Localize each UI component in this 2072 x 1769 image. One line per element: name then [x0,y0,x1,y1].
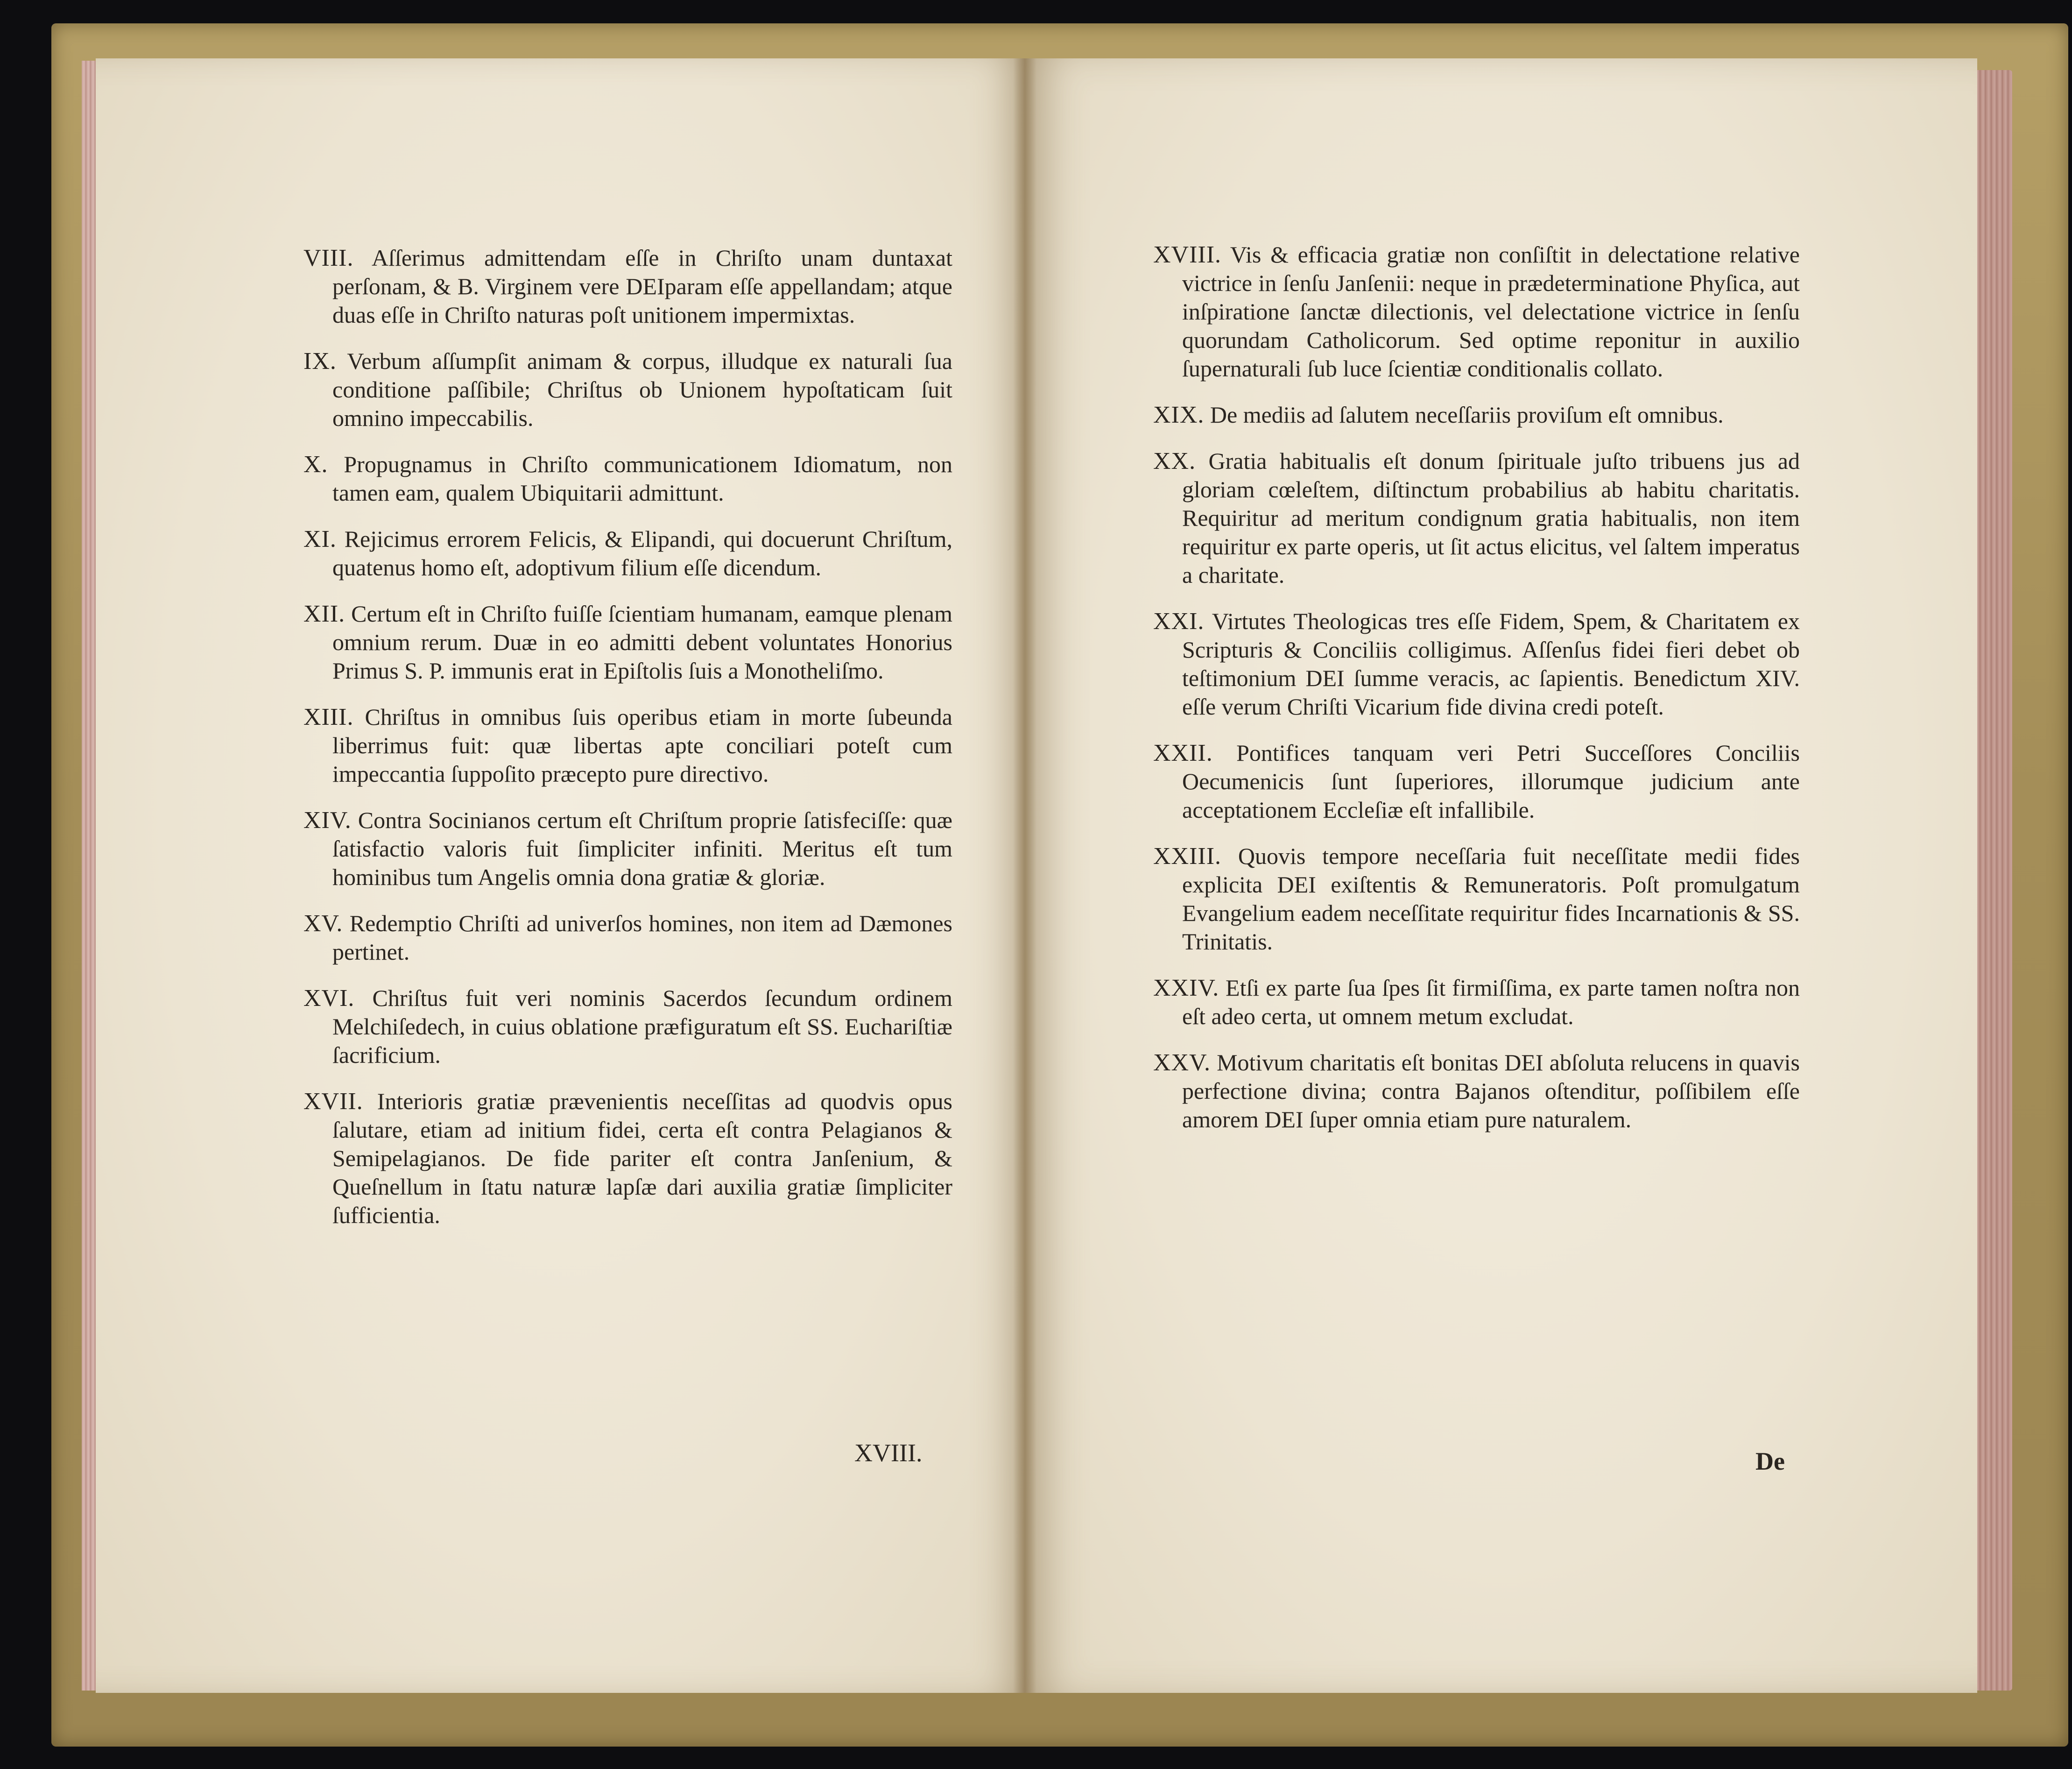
thesis-number: XXIII. [1153,843,1222,870]
thesis-number: XXII. [1153,740,1213,766]
thesis-number: XIV. [303,807,352,834]
thesis-text: Interioris gratiæ prævenientis neceſſitas ad quodvis opus ſalutare, etiam ad initium fidei, certa eſt contra Pelagianos & Semipelagianos. De fide pariter eſt contra Janſenium, & Queſnellum in ſtatu naturæ lapſæ dari auxilia gratiæ ſimpliciter ſufficientia. [332,1088,952,1228]
thesis-text: Gratia habitualis eſt donum ſpirituale juſto tribuens jus ad gloriam cœleſtem, diſtinctum probabilius ab habitu charitatis. Requiritur ad meritum condignum gratia habitualis, non item requiritur ex parte operis, ut ſit actus elicitus, vel ſaltem imperatus a charitate. [1182,448,1800,588]
left-page-text [303,244,952,1247]
thesis-number: XXIV. [1153,975,1219,1001]
thesis-text: De mediis ad ſalutem neceſſariis proviſum eſt omnibus. [1210,402,1724,428]
thesis-x [303,450,952,507]
thesis-xx [1153,447,1800,589]
thesis-text: Propugnamus in Chriſto communicationem Idiomatum, non tamen eam, qualem Ubiquitarii admittunt. [332,451,952,506]
thesis-text: Vis & efficacia gratiæ non conſiſtit in delectatione relative victrice in ſenſu Janſenii: neque in prædeterminatione Phyſica, aut inſpiratione ſanctæ dilectionis, vel delectatione victrice in ſenſu quorundam Catholicorum. Sed optime reponitur in auxilio ſupernaturali ſub luce ſcientiæ conditionalis collato. [1182,241,1800,382]
thesis-xii [303,600,952,685]
thesis-text: Contra Socinianos certum eſt Chriſtum proprie ſatisfeciſſe: quæ ſatisfactio valoris fuit ſimpliciter infiniti. Meritus eſt tum hominibus tum Angelis omnia dona gratiæ & gloriæ. [332,807,953,890]
right-page-text [1153,241,1800,1152]
thesis-number: XVI. [303,985,355,1012]
thesis-xxiv [1153,974,1800,1031]
thesis-text: Certum eſt in Chriſto fuiſſe ſcientiam humanam, eamque plenam omnium rerum. Duæ in eo admitti debent voluntates Honorius Primus S. P. immunis erat in Epiſtolis ſuis a Monotheliſmo. [332,601,952,684]
thesis-text: Chriſtus in omnibus ſuis operibus etiam in morte ſubeunda liberrimus fuit: quæ libertas apte conciliari poteſt cum impeccantia ſuppoſito præcepto pure directivo. [332,704,952,787]
thesis-number: XV. [303,910,343,937]
thesis-xix [1153,401,1800,429]
thesis-ix [303,347,952,432]
thesis-xv [303,909,952,966]
catchword-left: XVIII. [854,1439,923,1467]
catchword-right: De [1755,1447,1785,1475]
thesis-number: XII. [303,601,345,627]
thesis-xi [303,525,952,582]
thesis-number: X. [303,451,328,478]
thesis-xviii [1153,241,1800,383]
thesis-number: XXI. [1153,608,1205,635]
thesis-number: XVII. [303,1088,363,1115]
thesis-text: Verbum aſſumpſit animam & corpus, illudque ex naturali ſua conditione paſſibile; Chriſtus ob Unionem hypoſtaticam ſuit omnino impeccabilis. [332,348,952,431]
thesis-text: Virtutes Theologicas tres eſſe Fidem, Spem, & Charitatem ex Scripturis & Conciliis colligimus. Aſſenſus fidei fieri debet ob teſtimonium DEI ſumme veracis, ac ſapientis. Benedictum XIV. eſſe verum Chriſti Vicarium fide divina credi poteſt. [1182,608,1800,720]
thesis-xiii [303,703,952,788]
thesis-text: Etſi ex parte ſua ſpes ſit firmiſſima, ex parte tamen noſtra non eſt adeo certa, ut omnem metum excludat. [1182,975,1800,1029]
thesis-text: Chriſtus fuit veri nominis Sacerdos ſecundum ordinem Melchiſedech, in cuius oblatione præfiguratum eſt SS. Euchariſtiæ ſacrificium. [332,985,952,1068]
thesis-number: XIX. [1153,402,1205,428]
thesis-xvii [303,1087,952,1230]
thesis-xxv [1153,1048,1800,1134]
thesis-xxiii [1153,842,1800,956]
thesis-xvi [303,984,952,1069]
thesis-number: XVIII. [1153,241,1222,268]
thesis-number: IX. [303,348,337,375]
thesis-xxii [1153,739,1800,824]
thesis-number: XXV. [1153,1049,1211,1076]
thesis-viii [303,244,952,329]
thesis-text: Rejicimus errorem Felicis, & Elipandi, qui docuerunt Chriſtum, quatenus homo eſt, adoptivum filium eſſe dicendum. [332,526,952,580]
thesis-xxi [1153,607,1800,721]
thesis-text: Redemptio Chriſti ad univerſos homines, non item ad Dæmones pertinet. [332,910,952,965]
thesis-text: Quovis tempore neceſſaria fuit neceſſitate medii fides explicita DEI exiſtentis & Remuneratoris. Poſt promulgatum Evangelium eadem neceſſitate requiritur fides Incarnationis & SS. Trinitatis. [1182,843,1800,955]
thesis-number: XIII. [303,704,354,730]
thesis-xiv [303,806,952,892]
book-gutter [1013,58,1036,1693]
page-edges-right [1975,70,2012,1691]
thesis-text: Aſſerimus admittendam eſſe in Chriſto unam duntaxat perſonam, & B. Virginem vere DEIparam eſſe appellandam; atque duas eſſe in Chriſto naturas poſt unitionem impermixtas. [332,245,952,328]
thesis-number: VIII. [303,245,354,271]
thesis-number: XX. [1153,448,1196,474]
thesis-text: Pontifices tanquam veri Petri Succeſſores Conciliis Oecumenicis ſunt ſuperiores, illorumque judicium ante acceptationem Eccleſiæ eſt infallibile. [1182,740,1800,823]
thesis-text: Motivum charitatis eſt bonitas DEI abſoluta relucens in quavis perfectione divina; contra Bajanos oſtenditur, poſſibilem eſſe amorem DEI ſuper omnia etiam pure naturalem. [1182,1049,1800,1132]
thesis-number: XI. [303,526,337,552]
